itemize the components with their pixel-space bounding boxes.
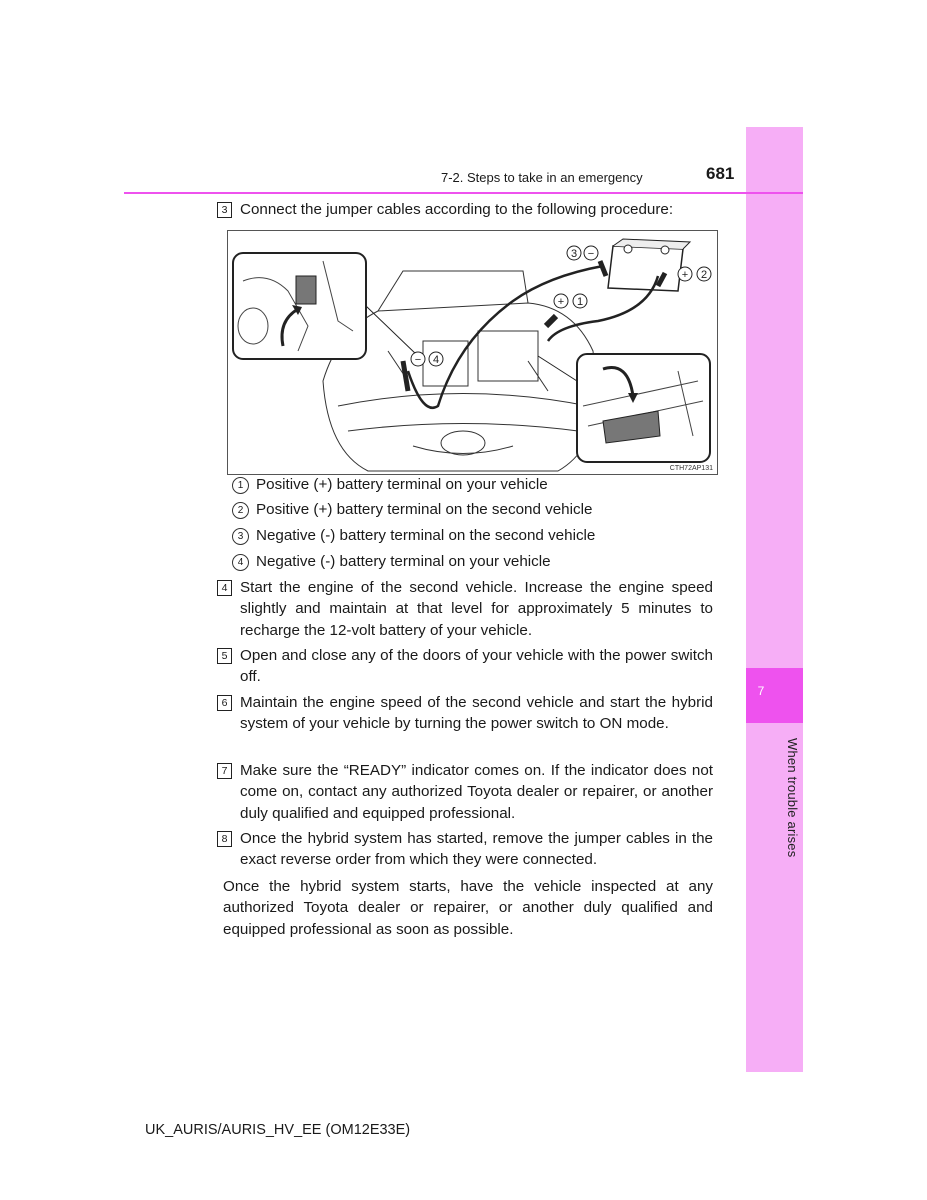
step-6 bbox=[217, 692, 713, 735]
figure-code: CTH72AP131 bbox=[669, 465, 713, 472]
legend-number: 1 bbox=[232, 477, 249, 494]
legend-text: Positive (+) battery terminal on your vehicle bbox=[256, 476, 548, 493]
legend-number: 3 bbox=[232, 528, 249, 545]
step-number: 6 bbox=[217, 695, 232, 711]
step-text: Connect the jumper cables according to the following procedure: bbox=[240, 201, 674, 218]
positive-sign: + bbox=[557, 296, 565, 308]
legend-item bbox=[232, 526, 595, 546]
legend-number: 2 bbox=[232, 502, 249, 519]
callout-3: 3 bbox=[570, 248, 578, 260]
negative-sign: − bbox=[414, 354, 422, 366]
positive-sign: + bbox=[681, 269, 689, 281]
step-number: 7 bbox=[217, 763, 232, 779]
legend-number: 4 bbox=[232, 554, 249, 571]
negative-sign: − bbox=[587, 248, 595, 260]
step-number: 3 bbox=[217, 202, 232, 218]
engine-bay-illustration bbox=[228, 231, 717, 474]
callout-2: 2 bbox=[700, 269, 708, 281]
step-7 bbox=[217, 760, 713, 824]
header-rule bbox=[124, 192, 803, 194]
step-text: Once the hybrid system has started, remove the jumper cables in the exact reverse order from which they were connected. bbox=[240, 830, 713, 869]
step-number: 5 bbox=[217, 648, 232, 664]
legend-item bbox=[232, 500, 592, 520]
jumper-cable-figure bbox=[227, 230, 718, 475]
page-number: 681 bbox=[706, 164, 735, 183]
chapter-number: 7 bbox=[757, 684, 765, 698]
legend-item bbox=[232, 475, 548, 495]
legend-text: Positive (+) battery terminal on the second vehicle bbox=[256, 501, 593, 518]
legend-item bbox=[232, 552, 551, 572]
step-text: Maintain the engine speed of the second vehicle and start the hybrid system of your vehicle by turning the power switch to ON mode. bbox=[240, 694, 713, 733]
chapter-tab bbox=[746, 127, 803, 1072]
step-5 bbox=[217, 645, 713, 688]
legend-text: Negative (-) battery terminal on your vehicle bbox=[256, 553, 551, 570]
closing-paragraph: Once the hybrid system starts, have the vehicle inspected at any authorized Toyota dealer or repairer, or another duly qualified and equipped professional as soon as possible. bbox=[223, 878, 713, 938]
step-number: 4 bbox=[217, 580, 232, 596]
step-text: Make sure the “READY” indicator comes on. If the indicator does not come on, contact any authorized Toyota dealer or repairer, or another duly qualified and equipped professional. bbox=[240, 762, 713, 822]
legend-text: Negative (-) battery terminal on the second vehicle bbox=[256, 527, 596, 544]
step-4 bbox=[217, 577, 713, 641]
step-8 bbox=[217, 828, 713, 871]
step-text: Start the engine of the second vehicle. Increase the engine speed slightly and maintain at that level for approximately 5 minutes to recharge the 12-volt battery of your vehicle. bbox=[240, 579, 713, 639]
chapter-title: When trouble arises bbox=[785, 738, 800, 858]
callout-4: 4 bbox=[432, 354, 440, 366]
step-text: Open and close any of the doors of your vehicle with the power switch off. bbox=[240, 647, 713, 686]
step-3 bbox=[217, 199, 713, 220]
callout-1: 1 bbox=[576, 296, 584, 308]
section-title: 7-2. Steps to take in an emergency bbox=[441, 170, 643, 185]
step-number: 8 bbox=[217, 831, 232, 847]
footer-model-code: UK_AURIS/AURIS_HV_EE (OM12E33E) bbox=[145, 1122, 411, 1138]
